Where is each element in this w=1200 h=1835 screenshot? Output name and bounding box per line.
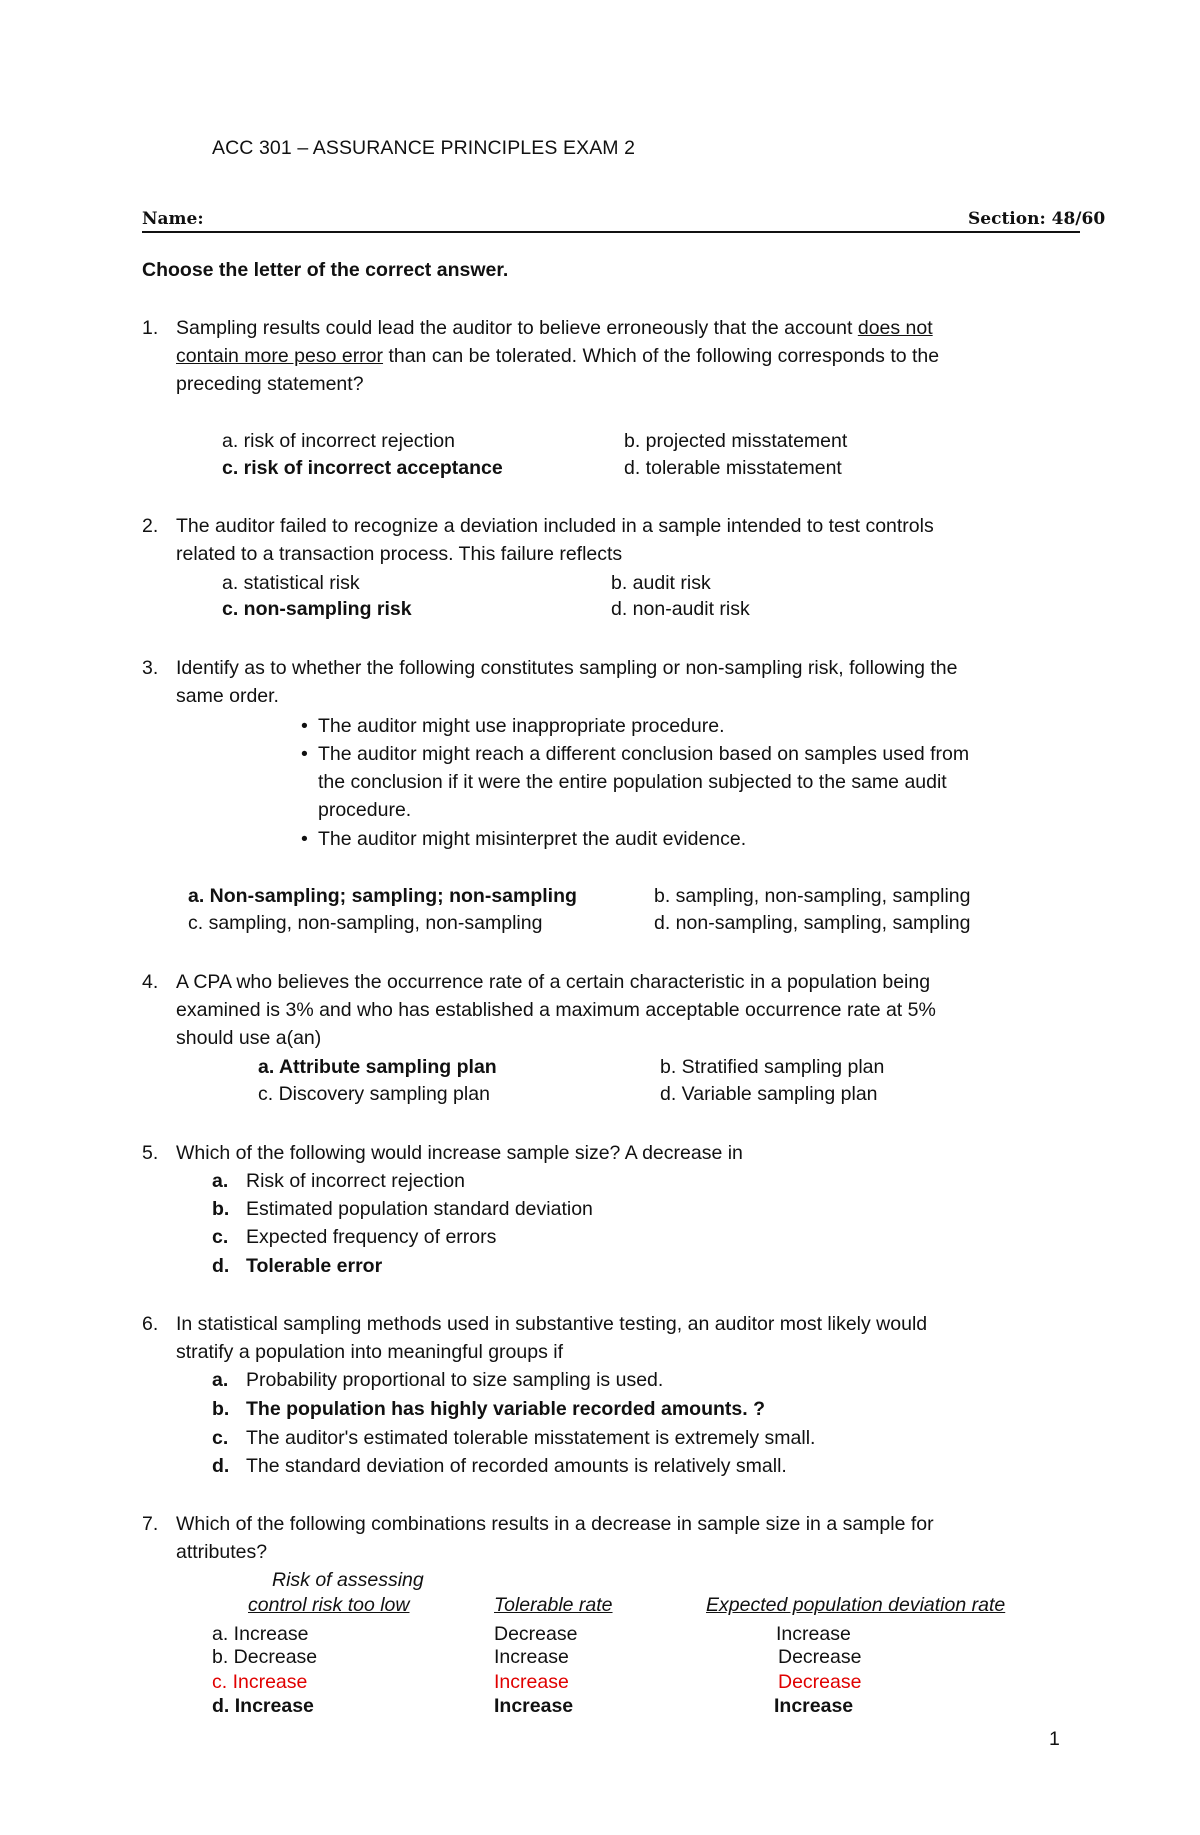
q6-option-letter: a. (212, 1369, 229, 1391)
q3-option-b: b. sampling, non-sampling, sampling (654, 885, 971, 907)
q7-row-col1: b. Decrease (212, 1646, 318, 1668)
q1-option-d: d. tolerable misstatement (624, 457, 842, 479)
q2-number: 2. (142, 515, 159, 537)
q1-option-a: a. risk of incorrect rejection (222, 430, 456, 452)
q1-option-c: c. risk of incorrect acceptance (222, 457, 503, 479)
q2-line2: related to a transaction process. This failure reflects (176, 543, 623, 565)
q5-option-letter: b. (212, 1198, 230, 1220)
q2-option-b: b. audit risk (611, 572, 711, 594)
q7-line1: Which of the following combinations results in a decrease in sample size in a sample for (176, 1513, 934, 1535)
exam-title: ACC 301 – ASSURANCE PRINCIPLES EXAM 2 (212, 137, 636, 159)
q3-line1: Identify as to whether the following constitutes sampling or non-sampling risk, following the (176, 657, 958, 679)
page-number: 1 (1049, 1728, 1060, 1750)
q5-option-text: Expected frequency of errors (246, 1226, 497, 1248)
q3-line2: same order. (176, 685, 279, 707)
q7-header-risk-line1: Risk of assessing (272, 1569, 424, 1591)
q7-row-col2: Decrease (494, 1623, 578, 1645)
q6-option-letter: d. (212, 1455, 230, 1477)
q1-number: 1. (142, 317, 159, 339)
q7-row-col3: Increase (774, 1695, 854, 1717)
q4-option-c: c. Discovery sampling plan (258, 1083, 490, 1105)
q6-option-text: Probability proportional to size sampling is used. (246, 1369, 664, 1391)
q7-header-tolerable-rate: Tolerable rate (494, 1594, 613, 1616)
q4-option-a: a. Attribute sampling plan (258, 1056, 497, 1078)
q7-line2: attributes? (176, 1541, 268, 1563)
q1-line3: preceding statement? (176, 373, 364, 395)
q7-row-col3: Decrease (778, 1671, 862, 1693)
q3-option-d: d. non-sampling, sampling, sampling (654, 912, 971, 934)
q5-option-letter: a. (212, 1170, 229, 1192)
q6-option-text: The auditor's estimated tolerable misstatement is extremely small. (246, 1427, 816, 1449)
q4-option-b: b. Stratified sampling plan (660, 1056, 885, 1078)
q5-line1: Which of the following would increase sample size? A decrease in (176, 1142, 743, 1164)
q1-line2: contain more peso error than can be tolerated. Which of the following corresponds to the (176, 345, 940, 367)
name-label: Name: (142, 209, 204, 229)
q4-line2: examined is 3% and who has established a maximum acceptable occurrence rate at 5% (176, 999, 936, 1021)
q7-row-col3: Increase (776, 1623, 851, 1645)
q3-bullet-1: • The auditor might use inappropriate procedure. (318, 714, 725, 738)
q7-row-col1: d. Increase (212, 1695, 314, 1717)
q3-bullet-2: • The auditor might reach a different conclusion based on samples used from (318, 742, 969, 766)
q6-option-letter: b. (212, 1398, 230, 1420)
q2-option-c: c. non-sampling risk (222, 598, 412, 620)
q7-row-col2: Increase (494, 1671, 569, 1693)
q1-option-b: b. projected misstatement (624, 430, 848, 452)
q3-bullet-3: • The auditor might misinterpret the audit evidence. (318, 827, 746, 851)
q3-bullet-2-line2: the conclusion if it were the entire population subjected to the same audit (318, 771, 947, 793)
q4-number: 4. (142, 971, 159, 993)
q4-line1: A CPA who believes the occurrence rate of a certain characteristic in a population being (176, 971, 931, 993)
q5-option-text: Estimated population standard deviation (246, 1198, 593, 1220)
q4-line3: should use a(an) (176, 1027, 322, 1049)
q7-row-col3: Decrease (778, 1646, 862, 1668)
q2-option-d: d. non-audit risk (611, 598, 750, 620)
q7-row-col1: c. Increase (212, 1671, 308, 1693)
q6-line2: stratify a population into meaningful groups if (176, 1341, 563, 1363)
q7-header-expected-rate: Expected population deviation rate (706, 1594, 1006, 1616)
q7-number: 7. (142, 1513, 159, 1535)
q5-number: 5. (142, 1142, 159, 1164)
q3-option-c: c. sampling, non-sampling, non-sampling (188, 912, 543, 934)
q5-option-letter: c. (212, 1226, 229, 1248)
q4-option-d: d. Variable sampling plan (660, 1083, 878, 1105)
header-rule (142, 231, 1080, 233)
q3-bullet-2-line3: procedure. (318, 799, 412, 821)
q6-line1: In statistical sampling methods used in substantive testing, an auditor most likely would (176, 1313, 928, 1335)
q7-row-col2: Increase (494, 1646, 569, 1668)
q7-header-risk-line2: control risk too low (248, 1594, 410, 1616)
section-label: Section: 48/60 (968, 209, 1106, 229)
q6-number: 6. (142, 1313, 159, 1335)
q3-option-a: a. Non-sampling; sampling; non-sampling (188, 885, 577, 907)
q2-line1: The auditor failed to recognize a deviation included in a sample intended to test controls (176, 515, 934, 537)
q2-option-a: a. statistical risk (222, 572, 360, 594)
instruction: Choose the letter of the correct answer. (142, 259, 509, 281)
q6-option-letter: c. (212, 1427, 229, 1449)
q7-row-col1: a. Increase (212, 1623, 309, 1645)
q5-option-letter: d. (212, 1255, 230, 1277)
q1-line1: Sampling results could lead the auditor to believe erroneously that the account does not (176, 317, 933, 339)
q5-option-text: Risk of incorrect rejection (246, 1170, 465, 1192)
q6-option-text: The population has highly variable recorded amounts. ? (246, 1398, 765, 1420)
q6-option-text: The standard deviation of recorded amounts is relatively small. (246, 1455, 787, 1477)
q3-number: 3. (142, 657, 159, 679)
q5-option-text: Tolerable error (246, 1255, 383, 1277)
q7-row-col2: Increase (494, 1695, 574, 1717)
